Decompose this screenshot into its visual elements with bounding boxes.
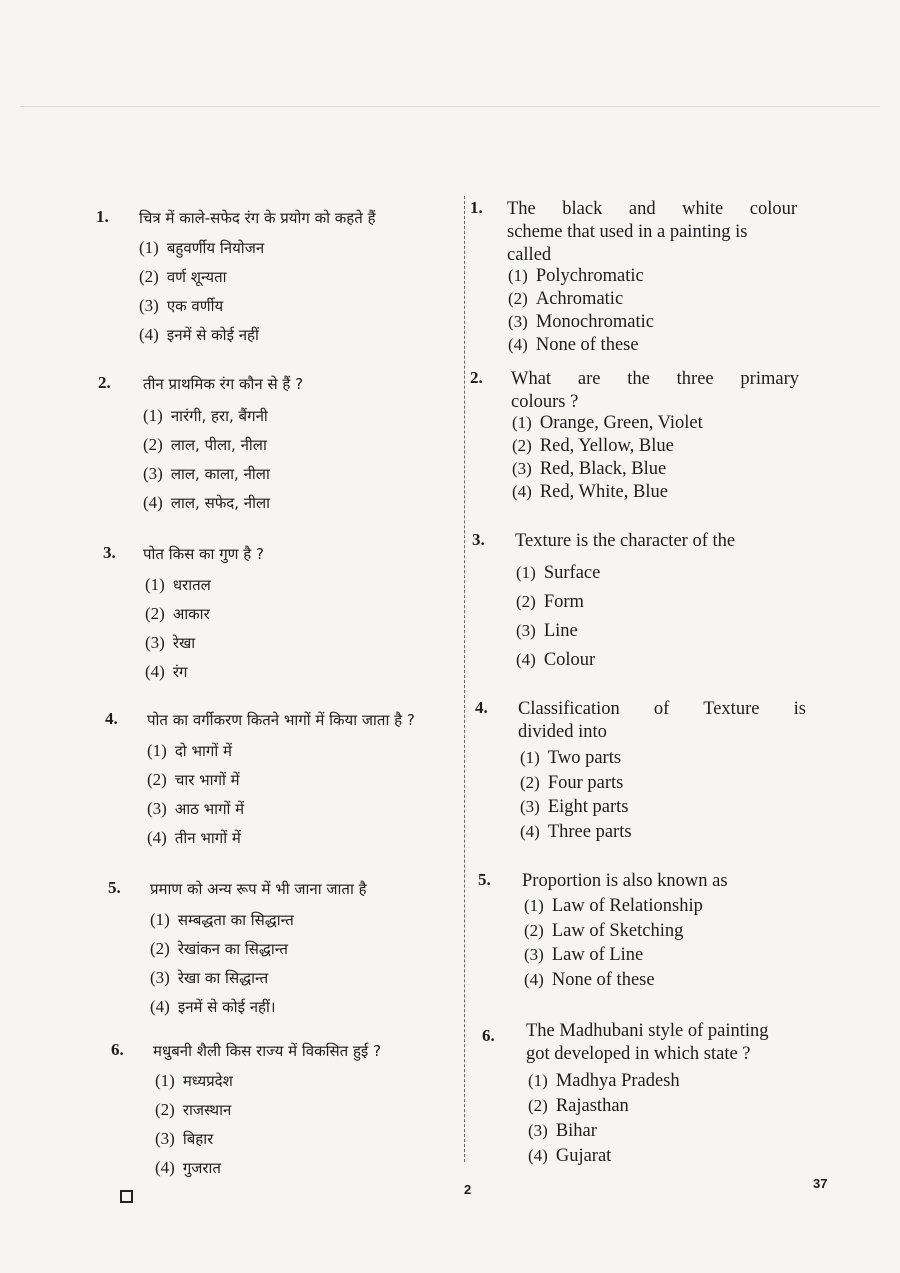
option-list xyxy=(145,570,211,686)
option: (2) Red, Yellow, Blue xyxy=(512,436,674,456)
option-list xyxy=(520,746,632,844)
option: (4) Gujarat xyxy=(528,1146,612,1166)
option: (2) Law of Sketching xyxy=(524,920,684,941)
option: (1) दो भागों में xyxy=(147,741,232,760)
question-number: 1. xyxy=(470,198,483,217)
option: (1) सम्बद्धता का सिद्धान्त xyxy=(150,910,294,929)
option: (1) Law of Relationship xyxy=(524,896,703,916)
question-number: 2. xyxy=(470,368,483,387)
option: (4) तीन भागों में xyxy=(147,828,241,847)
question-text: What are the three primary colours ? xyxy=(511,369,799,412)
question-text: The Madhubani style of painting got developed in which state ? xyxy=(526,1021,769,1064)
question-number: 4. xyxy=(475,698,488,717)
option: (3) Line xyxy=(516,621,578,641)
option-list xyxy=(508,264,654,356)
option: (4) इनमें से कोई नहीं। xyxy=(150,997,276,1016)
question-number: 4. xyxy=(105,709,118,728)
question-text: पोत किस का गुण है ? xyxy=(143,545,264,563)
option: (1) Polychromatic xyxy=(508,266,644,286)
option: (2) राजस्थान xyxy=(155,1100,232,1119)
option-list xyxy=(516,558,600,674)
question-text: Proportion is also known as xyxy=(522,871,728,891)
option: (3) Bihar xyxy=(528,1121,597,1141)
question-number: 3. xyxy=(103,543,116,562)
option-list xyxy=(155,1066,233,1182)
option: (3) लाल, काला, नीला xyxy=(143,464,270,483)
option: (3) Monochromatic xyxy=(508,312,654,332)
option: (3) Eight parts xyxy=(520,797,629,817)
option: (1) बहुवर्णीय नियोजन xyxy=(139,238,265,257)
option: (2) Rajasthan xyxy=(528,1096,629,1116)
option: (4) None of these xyxy=(524,969,655,990)
option: (1) Orange, Green, Violet xyxy=(512,413,703,433)
option: (4) None of these xyxy=(508,335,639,355)
option-list xyxy=(512,411,703,503)
question-text: तीन प्राथमिक रंग कौन से हैं ? xyxy=(143,375,304,393)
page-number: 2 xyxy=(464,1182,472,1197)
option: (2) वर्ण शून्यता xyxy=(139,267,227,286)
option: (1) धरातल xyxy=(145,575,211,594)
column-divider xyxy=(464,196,465,1162)
option: (4) इनमें से कोई नहीं xyxy=(139,325,259,344)
option: (3) रेखा xyxy=(145,633,196,652)
option-list xyxy=(528,1068,680,1168)
question-number: 5. xyxy=(478,870,491,889)
option: (1) Surface xyxy=(516,563,601,583)
option: (2) रेखांकन का सिद्धान्त xyxy=(150,939,288,958)
option: (1) मध्यप्रदेश xyxy=(155,1071,233,1090)
option: (3) बिहार xyxy=(155,1129,214,1148)
option: (2) Form xyxy=(516,592,584,612)
option: (4) Red, White, Blue xyxy=(512,482,668,502)
question-number: 6. xyxy=(111,1040,124,1059)
square-mark-icon xyxy=(120,1190,133,1203)
option: (2) Four parts xyxy=(520,772,624,793)
option: (4) लाल, सफेद, नीला xyxy=(143,493,271,512)
option: (3) आठ भागों में xyxy=(147,799,245,818)
option-list xyxy=(147,736,244,852)
option: (4) Three parts xyxy=(520,821,632,842)
option-list xyxy=(139,233,264,349)
option: (1) नारंगी, हरा, बैंगनी xyxy=(143,406,268,425)
option: (4) रंग xyxy=(145,662,188,681)
top-rule xyxy=(20,106,880,107)
option-list xyxy=(150,905,294,1021)
question-text: पोत का वर्गीकरण कितने भागों में किया जाता है ? xyxy=(147,711,415,729)
question-text: The black and white colour scheme that used in a painting is called xyxy=(507,199,797,265)
option: (1) Two parts xyxy=(520,748,622,768)
option: (2) चार भागों में xyxy=(147,770,240,789)
question-text: Classification of Texture is divided into xyxy=(518,699,806,742)
option: (3) रेखा का सिद्धान्त xyxy=(150,968,269,987)
question-text: चित्र में काले-सफेद रंग के प्रयोग को कहते हैं xyxy=(139,209,376,227)
option-list xyxy=(524,894,703,992)
option: (4) गुजरात xyxy=(155,1158,221,1177)
option: (2) Achromatic xyxy=(508,289,624,309)
question-number: 2. xyxy=(98,373,111,392)
sheet-number: 37 xyxy=(813,1176,828,1191)
option-list xyxy=(143,401,270,517)
question-number: 1. xyxy=(96,207,109,226)
question-number: 3. xyxy=(472,530,485,549)
option: (2) आकार xyxy=(145,604,210,623)
option: (3) Law of Line xyxy=(524,945,644,965)
option: (1) Madhya Pradesh xyxy=(528,1071,680,1091)
option: (3) Red, Black, Blue xyxy=(512,459,667,479)
option: (4) Colour xyxy=(516,650,596,670)
question-text: मधुबनी शैली किस राज्य में विकसित हुई ? xyxy=(153,1042,382,1060)
question-text: Texture is the character of the xyxy=(515,531,736,551)
question-text: प्रमाण को अन्य रूप में भी जाना जाता है xyxy=(150,880,367,898)
question-number: 5. xyxy=(108,878,121,897)
option: (2) लाल, पीला, नीला xyxy=(143,435,267,454)
option: (3) एक वर्णीय xyxy=(139,296,224,315)
question-number: 6. xyxy=(482,1026,495,1045)
